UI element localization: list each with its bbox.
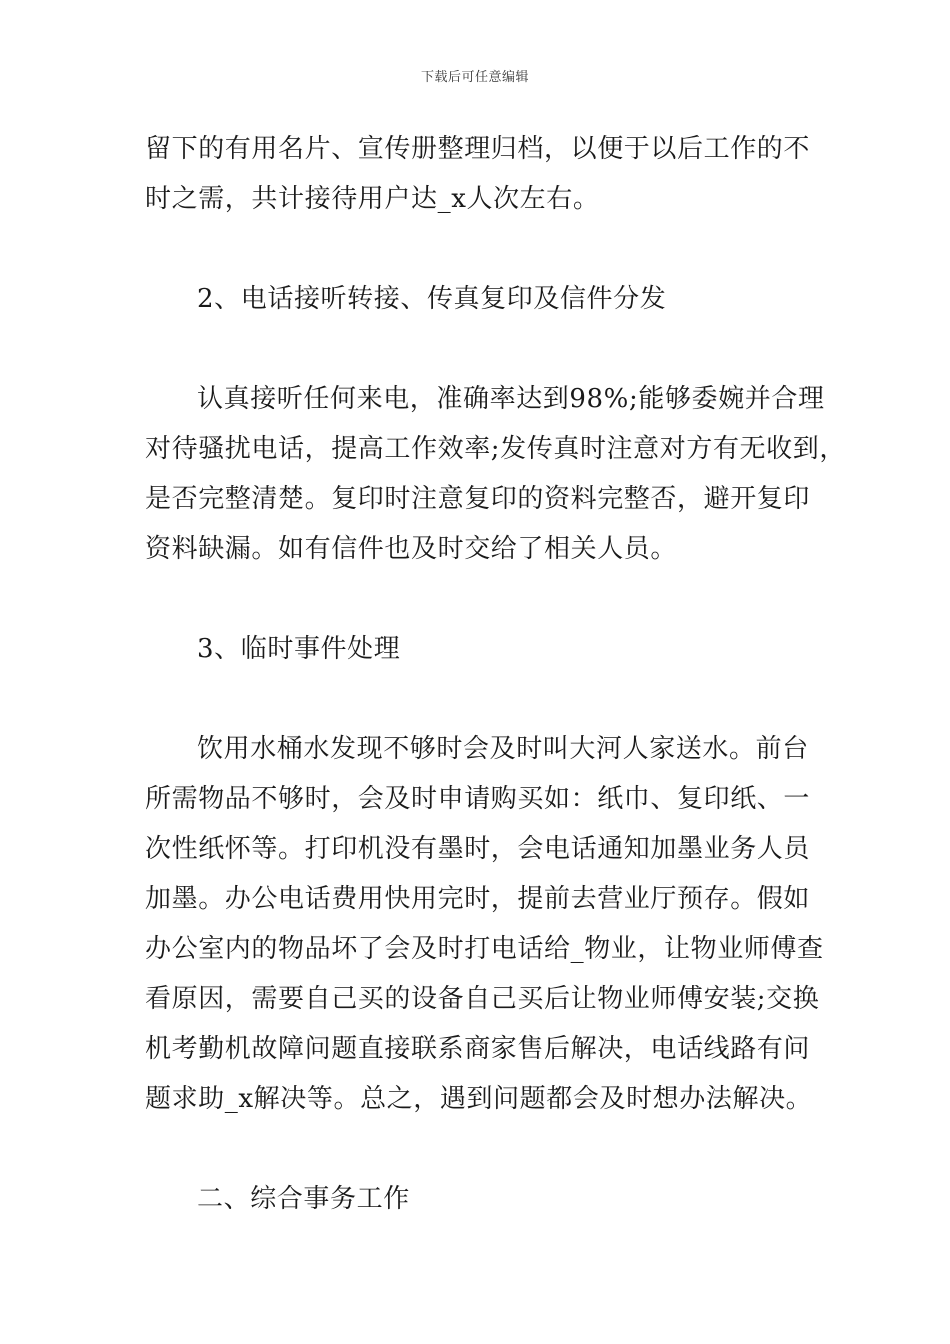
paragraph-line: 认真接听任何来电，准确率达到98%;能够委婉并合理 — [197, 384, 825, 414]
section-heading: 二、综合事务工作 — [197, 1184, 410, 1214]
section-heading: 2、电话接听转接、传真复印及信件分发 — [197, 284, 667, 314]
page-header: 下载后可任意编辑 — [420, 70, 529, 85]
paragraph-line: 看原因，需要自己买的设备自己买后让物业师傅安装;交换 — [145, 984, 820, 1014]
paragraph-line: 办公室内的物品坏了会及时打电话给_物业，让物业师傅查 — [145, 934, 824, 964]
paragraph-line: 对待骚扰电话，提高工作效率;发传真时注意对方有无收到， — [145, 434, 846, 464]
paragraph-line: 饮用水桶水发现不够时会及时叫大河人家送水。前台 — [197, 734, 809, 764]
section-heading: 3、临时事件处理 — [197, 634, 401, 664]
paragraph-line: 所需物品不够时，会及时申请购买如：纸巾、复印纸、一 — [145, 784, 811, 814]
paragraph-line: 题求助_x解决等。总之，遇到问题都会及时想办法解决。 — [145, 1084, 813, 1114]
paragraph-line: 是否完整清楚。复印时注意复印的资料完整否，避开复印 — [145, 484, 811, 514]
paragraph-line: 资料缺漏。如有信件也及时交给了相关人员。 — [145, 534, 678, 564]
paragraph-line: 机考勤机故障问题直接联系商家售后解决，电话线路有问 — [145, 1034, 811, 1064]
paragraph-line: 时之需，共计接待用户达_x人次左右。 — [145, 184, 600, 214]
paragraph-line: 次性纸怀等。打印机没有墨时，会电话通知加墨业务人员 — [145, 834, 811, 864]
document-body — [145, 124, 846, 1224]
paragraph-line: 留下的有用名片、宣传册整理归档，以便于以后工作的不 — [145, 134, 811, 164]
paragraph-line: 加墨。办公电话费用快用完时，提前去营业厅预存。假如 — [145, 884, 811, 914]
